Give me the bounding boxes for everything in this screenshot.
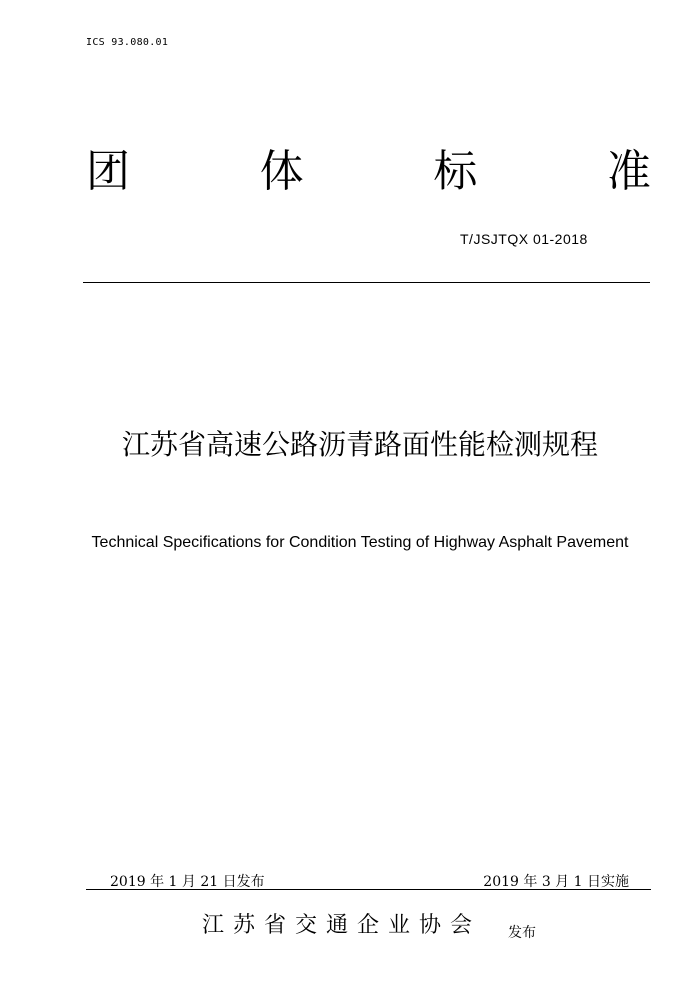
standard-type-char: 标 <box>433 146 478 197</box>
implementation-date: 2019 年 3 月 1 日实施 <box>483 874 629 890</box>
release-date: 2019 年 1 月 21 日发布 <box>110 874 265 890</box>
standard-type-char: 准 <box>606 146 651 197</box>
standard-code: T/JSJTQX 01-2018 <box>460 231 588 247</box>
standard-type-char: 团 <box>86 146 130 197</box>
document-title-chinese: 江苏省高速公路沥青路面性能检测规程 <box>121 428 598 461</box>
standard-type-char: 体 <box>259 146 304 197</box>
publisher-name: 江苏省交通企业协会 <box>202 913 482 938</box>
top-divider <box>83 282 650 283</box>
document-title-english: Technical Specifications for Condition Testing of Highway Asphalt Pavement <box>91 534 629 551</box>
publish-label: 发布 <box>508 925 536 941</box>
bottom-divider <box>86 889 651 890</box>
ics-code: ICS 93.080.01 <box>86 37 169 48</box>
standard-type-heading <box>86 140 651 204</box>
